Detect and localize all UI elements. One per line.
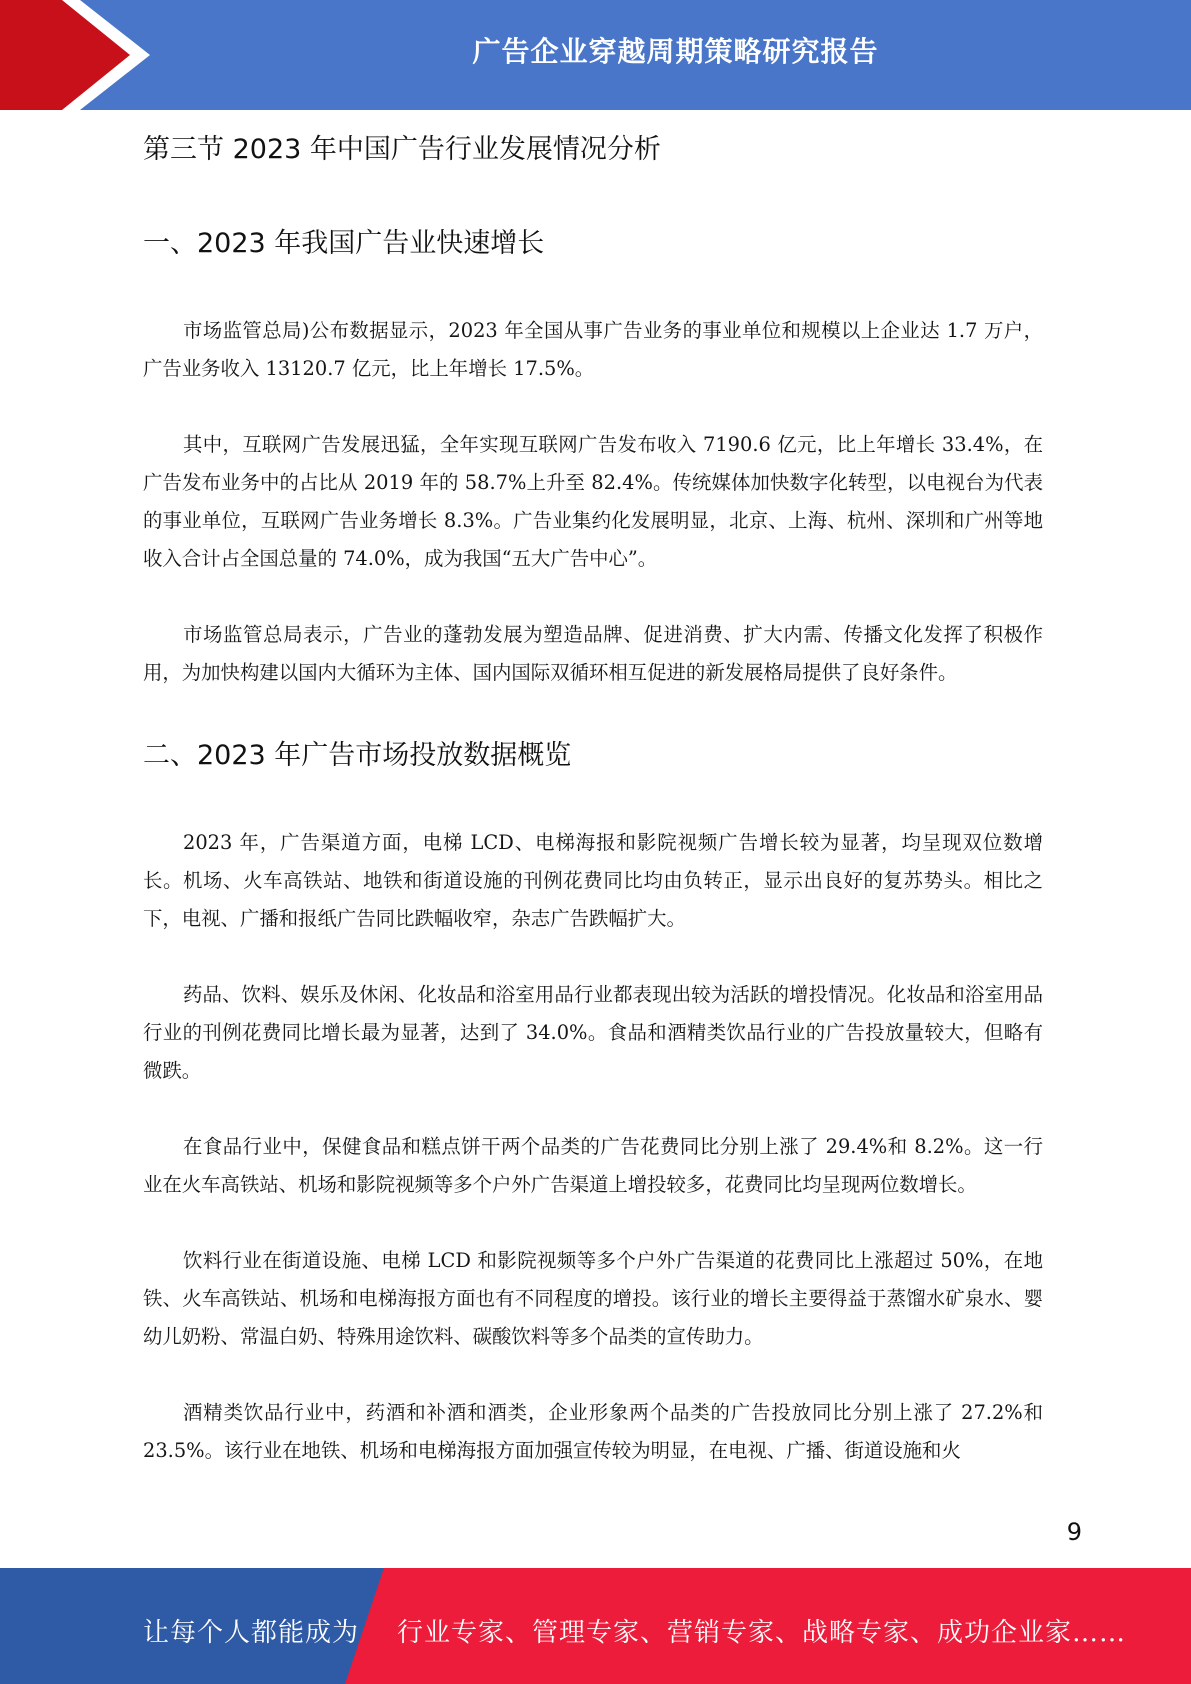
- paragraph: 药品、饮料、娱乐及休闲、化妆品和浴室用品行业都表现出较为活跃的增投情况。化妆品和浴室用品行业的刊例花费同比增长最为显著，达到了 34.0%。食品和酒精类饮品行业的广告投放量较大，但略有微跌。: [143, 983, 1043, 1082]
- paragraph: 酒精类饮品行业中，药酒和补酒和酒类，企业形象两个品类的广告投放同比分别上涨了 27.2%和 23.5%。该行业在地铁、机场和电梯海报方面加强宣传较为明显，在电视、广播、街道设施和火: [143, 1401, 1043, 1462]
- heading-part-2: 二、2023 年广告市场投放数据概览: [143, 740, 572, 771]
- page-number: 9: [1066, 1518, 1082, 1546]
- page-header: [0, 0, 1191, 110]
- footer-slogan-left: 让每个人都能成为: [143, 1618, 360, 1648]
- header-chevron-decoration: [0, 0, 160, 110]
- heading-part-1: 一、2023 年我国广告业快速增长: [143, 228, 545, 259]
- paragraph: 2023 年，广告渠道方面，电梯 LCD、电梯海报和影院视频广告增长较为显著，均呈现双位数增长。机场、火车高铁站、地铁和街道设施的刊例花费同比均由负转正，显示出良好的复苏势头。相比之下，电视、广播和报纸广告同比跌幅收窄，杂志广告跌幅扩大。: [143, 831, 1043, 930]
- footer-slogan-right: 行业专家、管理专家、营销专家、战略专家、成功企业家……: [397, 1618, 1127, 1648]
- paragraph: 市场监管总局)公布数据显示，2023 年全国从事广告业务的事业单位和规模以上企业达 1.7 万户，广告业务收入 13120.7 亿元，比上年增长 17.5%。: [143, 319, 1043, 380]
- section-title: 第三节 2023 年中国广告行业发展情况分析: [143, 134, 661, 165]
- page-footer: [0, 1568, 1191, 1684]
- paragraph: 市场监管总局表示，广告业的蓬勃发展为塑造品牌、促进消费、扩大内需、传播文化发挥了积极作用，为加快构建以国内大循环为主体、国内国际双循环相互促进的新发展格局提供了良好条件。: [143, 623, 1043, 684]
- paragraph: 在食品行业中，保健食品和糕点饼干两个品类的广告花费同比分别上涨了 29.4%和 8.2%。这一行业在火车高铁站、机场和影院视频等多个户外广告渠道上增投较多，花费同比均呈现两位数增长。: [143, 1135, 1044, 1196]
- document-body: [143, 128, 1043, 1470]
- paragraph: 饮料行业在街道设施、电梯 LCD 和影院视频等多个户外广告渠道的花费同比上涨超过 50%，在地铁、火车高铁站、机场和电梯海报方面也有不同程度的增投。该行业的增长主要得益于蒸馏水矿泉水、婴幼儿奶粉、常温白奶、特殊用途饮料、碳酸饮料等多个品类的宣传助力。: [143, 1249, 1043, 1348]
- paragraph: 其中，互联网广告发展迅猛，全年实现互联网广告发布收入 7190.6 亿元，比上年增长 33.4%，在广告发布业务中的占比从 2019 年的 58.7%上升至 82.4%。传统媒体加快数字化转型，以电视台为代表的事业单位，互联网广告业务增长 8.3%。广告业集约化发展明显，北京、上海、杭州、深圳和广州等地收入合计占全国总量的 74.0%，成为我国“五大广告中心”。: [143, 433, 1043, 570]
- report-title: 广告企业穿越周期策略研究报告: [472, 35, 879, 68]
